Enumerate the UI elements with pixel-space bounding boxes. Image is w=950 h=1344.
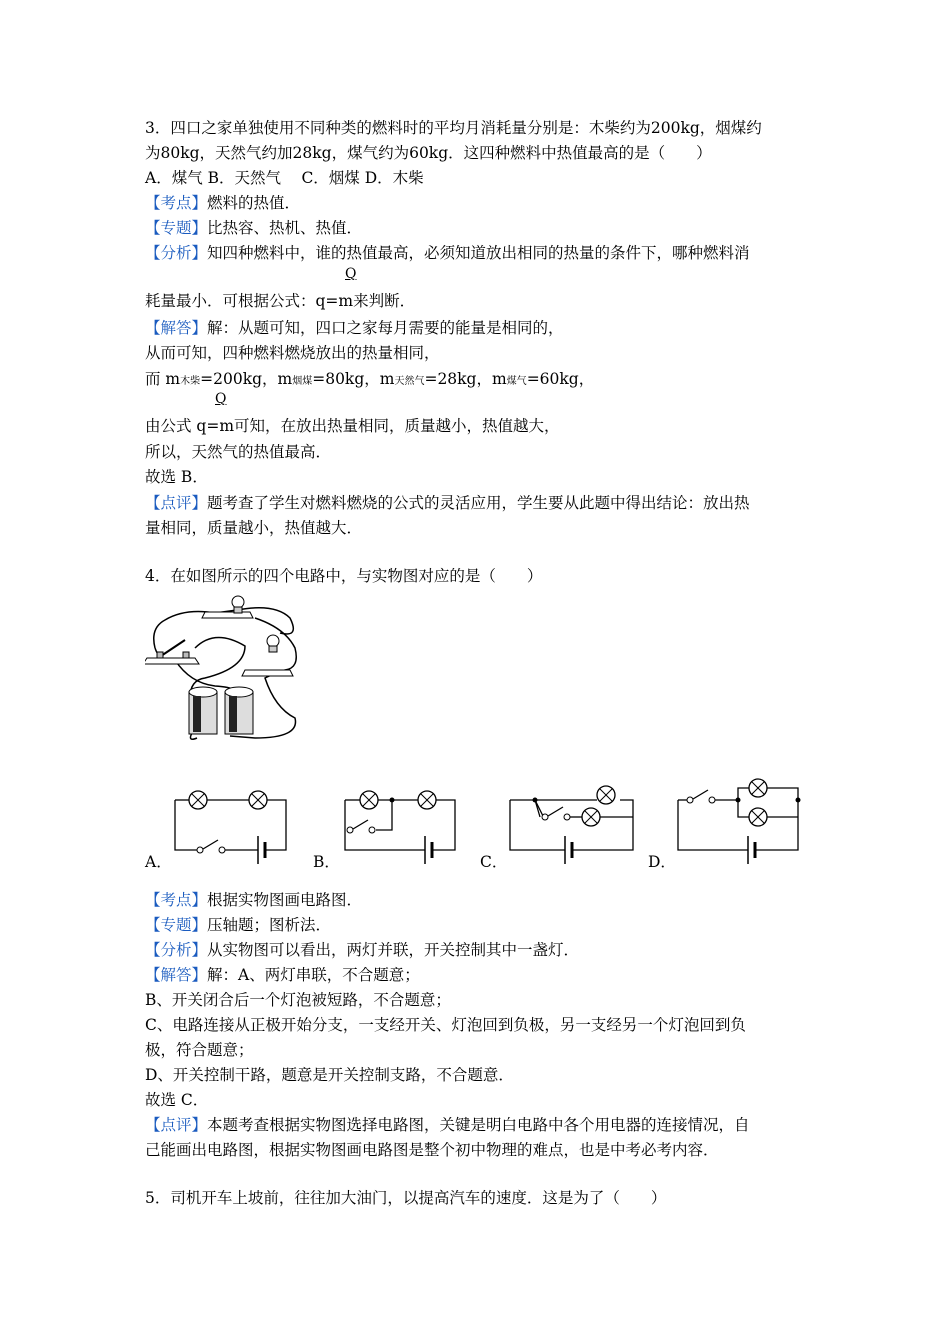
q4-kaodian [145,890,362,910]
jieda-tag: 【解答】 [145,319,208,337]
jieda-tag: 【解答】 [145,966,208,984]
q4-dianping-line1 [145,1115,750,1135]
q3-jieda-line5: 所以，天然气的热值最高． [145,443,332,461]
subscript: 煤气 [506,376,527,387]
option-a-label: A． [145,853,172,871]
circuit-options-figure [170,775,950,870]
zhuanti-text: 比热容、热机、热值． [207,219,363,237]
q3-options: A．煤气 B．天然气 C．烟煤 D．木柴 [145,169,424,187]
option-c-label: C． [480,853,508,871]
jieda-text: 解：A、两灯串联，不合题意； [207,966,420,984]
q4-jieda-line2: B、开关闭合后一个灯泡被短路，不合题意； [145,991,451,1009]
option-b-label: B． [313,853,340,871]
kaodian-text: 根据实物图画电路图． [207,891,363,909]
subscript: 烟煤 [292,376,313,387]
dianping-text: 本题考查根据实物图选择电路图，关键是明白电路中各个用电器的连接情况，自 [207,1116,750,1134]
zhuanti-tag: 【专题】 [145,219,208,237]
q3-jieda-line4 [145,416,560,436]
kaodian-text: 燃料的热值． [207,194,301,212]
kaodian-tag: 【考点】 [145,891,208,909]
q4-stem: 4．在如图所示的四个电路中，与实物图对应的是（ ） [145,567,543,585]
dianping-tag: 【点评】 [145,494,208,512]
q4-jieda-line4: 极，符合题意； [145,1041,254,1059]
fenxi-tag: 【分析】 [145,244,208,262]
q3-fenxi-line1 [145,243,750,263]
dianping-tag: 【点评】 [145,1116,208,1134]
q4-zhuanti [145,915,331,935]
fenxi-formula-post: 来判断． [353,292,416,310]
mass-text: =200kg，m [200,370,293,388]
formula-denominator: m [219,417,235,435]
q3-kaodian [145,193,300,213]
q3-zhuanti [145,218,362,238]
q3-dianping-line2: 量相同，质量越小，热值越大． [145,519,363,537]
q3-jieda-line2: 从而可知，四种燃料燃烧放出的热量相同， [145,344,440,362]
q5-stem: 5．司机开车上坡前，往往加大油门，以提高汽车的速度．这是为了（ ） [145,1189,667,1207]
kaodian-tag: 【考点】 [145,194,208,212]
q3-jieda-line1 [145,318,564,338]
q3-fenxi-line2 [145,291,415,311]
q4-fenxi [145,940,579,960]
q3-jieda-line3 [145,369,594,392]
q4-jieda-line3: C、电路连接从正极开始分支，一支经开关、灯泡回到负极，另一支经另一个灯泡回到负 [145,1016,746,1034]
q3-stem-line2: 为80kg，天然气约加28kg，煤气约为60kg．这四种燃料中热值最高的是（ ） [145,144,712,162]
zhuanti-text: 压轴题；图析法． [207,916,332,934]
q4-jieda-line6: 故选 C． [145,1091,209,1109]
fenxi-formula-pre: 耗量最小．可根据公式：q= [145,292,339,310]
mass-text: 而 m [145,370,181,388]
formula-numerator: Q [215,391,227,407]
mass-text: =28kg，m [424,370,507,388]
q3-stem-line1: 3．四口之家单独使用不同种类的燃料时的平均月消耗量分别是：木柴约为200kg，烟煤约 [145,119,762,137]
formula-post: 可知，在放出热量相同，质量越小，热值越大， [234,417,560,435]
subscript: 天然气 [394,376,425,387]
q4-jieda-line1 [145,965,420,985]
fenxi-text: 知四种燃料中，谁的热值最高，必须知道放出相同的热量的条件下，哪种燃料消 [207,244,750,262]
q4-jieda-line5: D、开关控制干路，题意是开关控制支路，不合题意． [145,1066,514,1084]
formula-denominator: m [338,292,354,310]
mass-text: =60kg， [526,370,595,388]
subscript: 木柴 [180,376,201,387]
q3-jieda-line6: 故选 B． [145,468,208,486]
q4-dianping-line2: 己能画出电路图，根据实物图画电路图是整个初中物理的难点，也是中考必考内容． [145,1141,719,1159]
formula-numerator: Q [345,266,357,282]
option-d-label: D． [648,853,676,871]
physical-circuit-figure [145,588,305,748]
mass-text: =80kg，m [312,370,395,388]
dianping-text: 题考查了学生对燃料燃烧的公式的灵活应用，学生要从此题中得出结论：放出热 [207,494,750,512]
q3-dianping-line1 [145,493,750,513]
formula-pre: 由公式 q= [145,417,220,435]
fenxi-tag: 【分析】 [145,941,208,959]
zhuanti-tag: 【专题】 [145,916,208,934]
jieda-text: 解：从题可知，四口之家每月需要的能量是相同的， [207,319,564,337]
fenxi-text: 从实物图可以看出，两灯并联，开关控制其中一盏灯． [207,941,580,959]
